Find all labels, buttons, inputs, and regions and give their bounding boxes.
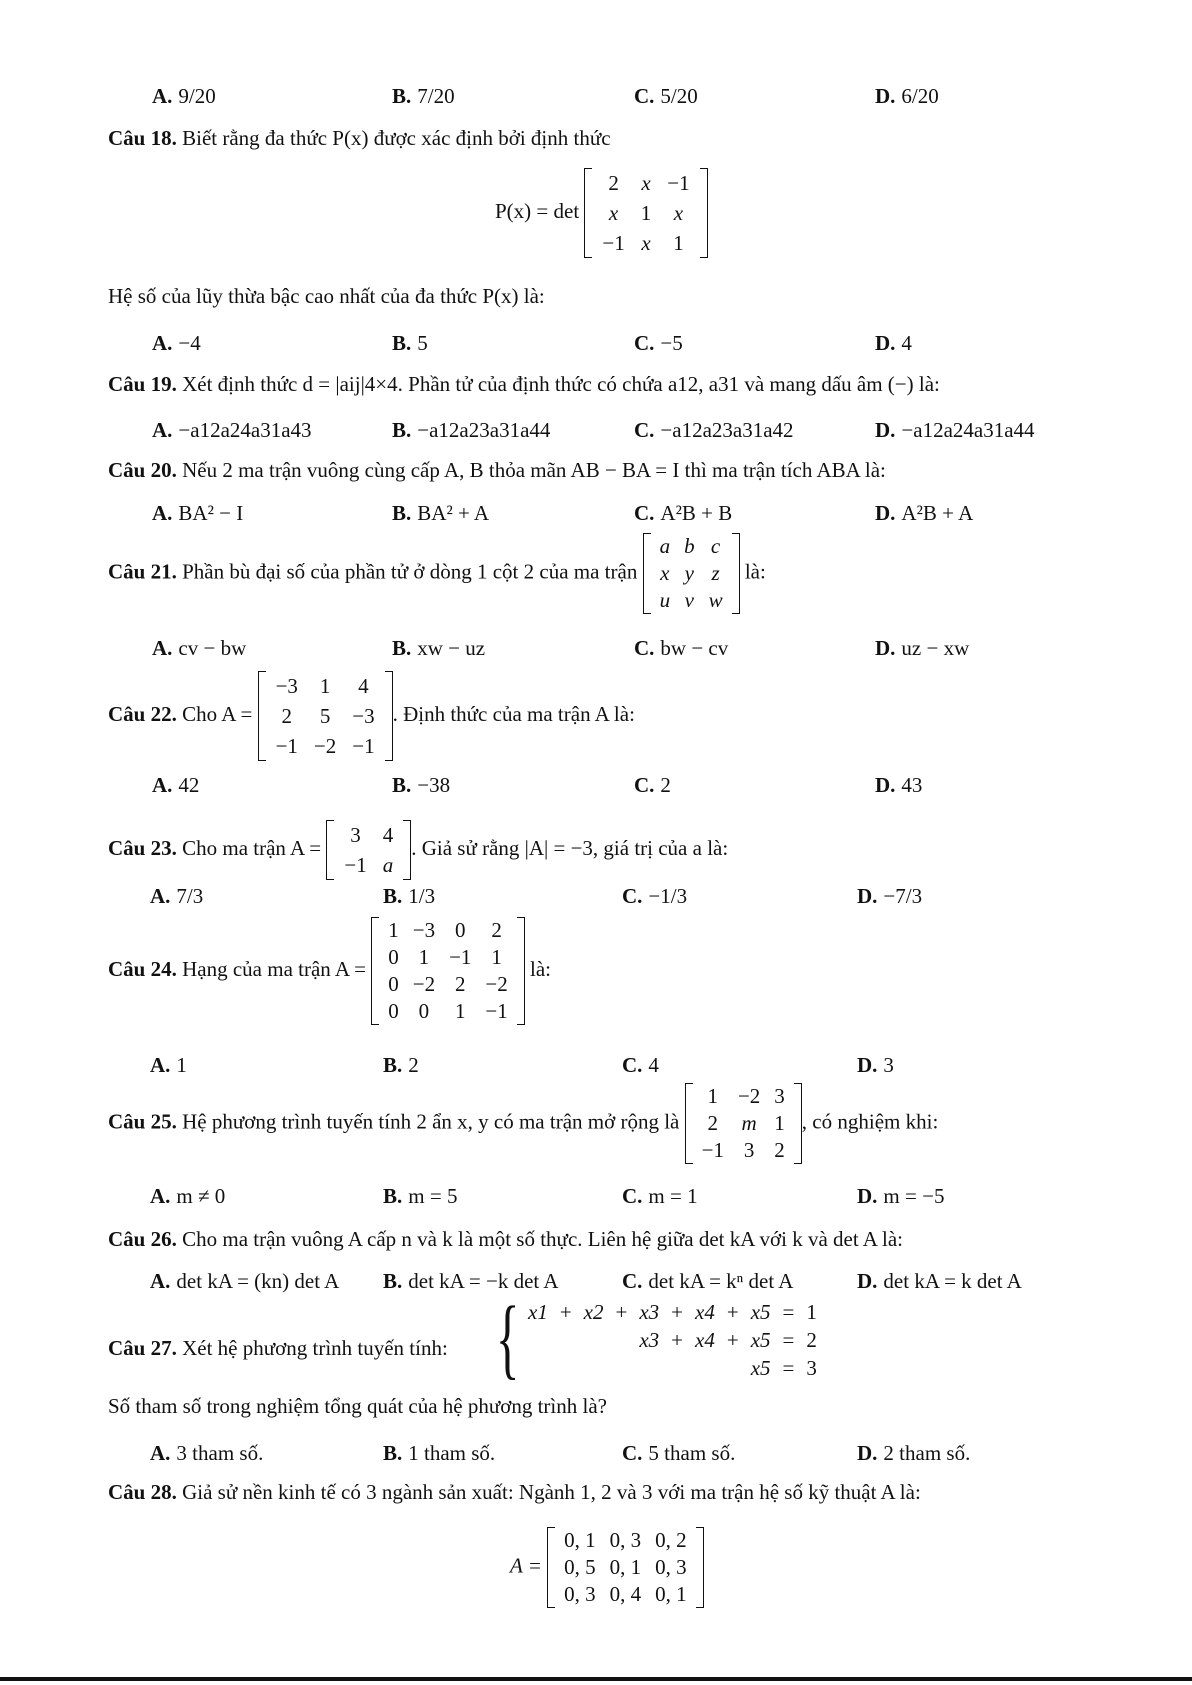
matrix-cell: c [710, 534, 721, 558]
matrix-cell [578, 1326, 610, 1354]
q22-stem: Câu 22. Cho A = −3 1 4 2 5 −3 −1 −2 −1 . Định thức của ma trận A là: [108, 671, 635, 761]
matrix-cell: b [684, 534, 695, 558]
matrix-cell [554, 1326, 578, 1354]
matrix-cell: 1 [673, 231, 684, 255]
matrix-cell [689, 1354, 721, 1382]
matrix-cell: 1 [640, 201, 652, 225]
q27-option-a: A. 3 tham số. [150, 1441, 264, 1465]
q19-stem: Câu 19. Xét định thức d = |aij|4×4. Phần tử của định thức có chứa a12, a31 và mang dấu âm (−) là: [108, 372, 940, 396]
matrix-row [557, 1581, 694, 1608]
matrix-cell: + [726, 1328, 739, 1352]
matrix-row [557, 1554, 694, 1581]
q22-option-a: A. 42 [152, 773, 200, 797]
matrix-cell: x5 [750, 1300, 771, 1324]
matrix-cell [522, 1326, 554, 1354]
q22-option-d: D. 43 [875, 773, 923, 797]
q24-matrix [371, 917, 525, 1025]
matrix-cell: −1 [485, 999, 508, 1023]
q25-option-c: C. m = 1 [622, 1184, 698, 1208]
matrix-cell: −1 [701, 1138, 724, 1162]
q26-option-b: B. det kA = −k det A [383, 1269, 559, 1293]
q25-stem: Câu 25. Hệ phương trình tuyến tính 2 ẩn x, y có ma trận mở rộng là 1 −2 3 2 m 1 −1 3 2 , có nghiệm khi: [108, 1084, 939, 1162]
q27-system: { x1 + x2 + x3 + x4 + x5 = 1 x3 + x4 + x5 = 2 x5 = 3 [510, 1298, 823, 1382]
matrix-cell: −2 [485, 972, 508, 996]
matrix-cell: + [726, 1300, 739, 1324]
matrix-cell: 3 [350, 823, 361, 847]
q17-option-b: B. 7/20 [392, 84, 455, 108]
matrix-cell: 4 [382, 823, 394, 847]
matrix-cell: x2 [583, 1300, 604, 1324]
matrix-cell [665, 1354, 689, 1382]
q23-option-d: D. −7/3 [857, 884, 923, 908]
q26-stem: Câu 26. Cho ma trận vuông A cấp n và k là một số thực. Liên hệ giữa det kA với k và det A là: [108, 1227, 904, 1251]
q21-matrix [643, 533, 740, 614]
matrix-row [653, 560, 730, 587]
q27-stem: Câu 27. Xét hệ phương trình tuyến tính: [108, 1336, 448, 1360]
q21-stem: Câu 21. Phần bù đại số của phần tử ở dòng 1 cột 2 của ma trận a b c x y z u v w là: [108, 534, 766, 612]
matrix-cell: 0, 2 [655, 1528, 687, 1552]
matrix-cell: x1 [528, 1300, 548, 1324]
matrix-row [557, 1527, 694, 1554]
q22-option-b: B. −38 [392, 773, 451, 797]
matrix-cell: −1 [344, 853, 367, 877]
matrix-cell: + [671, 1300, 684, 1324]
matrix-cell: 2 [806, 1328, 817, 1352]
q23-option-c: C. −1/3 [622, 884, 688, 908]
matrix-cell [554, 1354, 578, 1382]
matrix-row [268, 701, 383, 731]
q21-option-c: C. bw − cv [634, 636, 729, 660]
q18-stem: Câu 18. Biết rằng đa thức P(x) được xác định bởi định thức [108, 126, 611, 150]
matrix-row [695, 1137, 792, 1164]
matrix-cell: −3 [352, 704, 375, 728]
matrix-cell: 1 [491, 945, 502, 969]
matrix-row [381, 971, 515, 998]
matrix-cell: + [671, 1328, 684, 1352]
matrix-cell: + [559, 1300, 572, 1324]
q21-option-b: B. xw − uz [392, 636, 486, 660]
matrix-cell: x [673, 201, 684, 225]
matrix-row [336, 820, 401, 850]
matrix-cell: x3 [639, 1300, 660, 1324]
page-bottom-rule [0, 1677, 1192, 1681]
matrix-cell: 2 [455, 972, 466, 996]
matrix-cell: 0, 3 [609, 1528, 642, 1552]
matrix-cell: x [608, 201, 619, 225]
matrix-cell: 0, 1 [655, 1582, 687, 1606]
matrix-cell: 0, 3 [655, 1555, 687, 1579]
matrix-row [522, 1354, 823, 1382]
q21-option-d: D. uz − xw [875, 636, 970, 660]
q28-formula: A = 0, 1 0, 3 0, 2 0, 5 0, 1 0, 3 0, 3 0, 4 0, 1 [510, 1527, 704, 1608]
q26-option-a: A. det kA = (kn) det A [150, 1269, 340, 1293]
matrix-cell: 1 [707, 1084, 719, 1108]
matrix-cell: + [615, 1300, 628, 1324]
q27-question: Số tham số trong nghiệm tổng quát của hệ phương trình là? [108, 1394, 607, 1418]
matrix-cell [610, 1354, 634, 1382]
q20-option-a: A. BA² − I [152, 501, 244, 525]
q18-matrix [584, 168, 707, 258]
matrix-cell: x3 [639, 1328, 660, 1352]
matrix-cell: −2 [313, 734, 337, 758]
q26-option-d: D. det kA = k det A [857, 1269, 1022, 1293]
matrix-cell [633, 1354, 665, 1382]
q18-question: Hệ số của lũy thừa bậc cao nhất của đa thức P(x) là: [108, 284, 545, 308]
matrix-cell [578, 1354, 610, 1382]
matrix-cell: −2 [737, 1084, 761, 1108]
matrix-cell: x5 [750, 1356, 771, 1380]
matrix-cell: 1 [774, 1111, 785, 1135]
matrix-cell: a [382, 853, 394, 877]
matrix-row [381, 944, 515, 971]
q23-option-b: B. 1/3 [383, 884, 436, 908]
matrix-row [594, 168, 697, 198]
matrix-cell: −1 [352, 734, 375, 758]
matrix-cell: u [659, 588, 671, 612]
q20-option-b: B. BA² + A [392, 501, 490, 525]
q24-option-b: B. 2 [383, 1053, 419, 1077]
matrix-cell: −1 [602, 231, 625, 255]
matrix-cell: 1 [806, 1300, 817, 1324]
matrix-row [594, 228, 697, 258]
q19-option-b: B. −a12a23a31a44 [392, 418, 551, 442]
matrix-cell: −3 [412, 918, 436, 942]
q25-option-d: D. m = −5 [857, 1184, 945, 1208]
matrix-cell: w [708, 588, 723, 612]
matrix-cell: 0 [388, 945, 399, 969]
matrix-row [268, 671, 383, 701]
q24-stem: Câu 24. Hạng của ma trận A = 1 −3 0 2 0 1 −1 1 0 −2 2 −2 0 0 1 −1 là: [108, 918, 552, 1023]
matrix-cell: 3 [743, 1138, 755, 1162]
q18-option-c: C. −5 [634, 331, 683, 355]
matrix-cell: −2 [412, 972, 436, 996]
q19-option-d: D. −a12a24a31a44 [875, 418, 1035, 442]
matrix-cell: = [782, 1328, 795, 1352]
matrix-cell: 2 [774, 1138, 785, 1162]
matrix-cell: x5 [750, 1328, 771, 1352]
matrix-cell: 1 [455, 999, 466, 1023]
matrix-row [653, 533, 730, 560]
matrix-cell [522, 1354, 554, 1382]
matrix-row [381, 998, 515, 1025]
matrix-row [268, 731, 383, 761]
matrix-row [381, 917, 515, 944]
q24-option-a: A. 1 [150, 1053, 187, 1077]
q19-option-c: C. −a12a23a31a42 [634, 418, 794, 442]
q17-option-a: A. 9/20 [152, 84, 216, 108]
matrix-row [695, 1083, 792, 1110]
q18-option-a: A. −4 [152, 331, 201, 355]
matrix-row [594, 198, 697, 228]
matrix-cell: x [641, 231, 651, 255]
matrix-cell: 2 [281, 704, 292, 728]
matrix-cell: 0 [388, 972, 399, 996]
matrix-cell: −1 [667, 171, 690, 195]
q20-option-c: C. A²B + B [634, 501, 733, 525]
matrix-cell [610, 1326, 634, 1354]
q24-option-c: C. 4 [622, 1053, 659, 1077]
matrix-cell: m [741, 1111, 757, 1135]
matrix-row [653, 587, 730, 614]
matrix-cell: 1 [418, 945, 430, 969]
q24-option-d: D. 3 [857, 1053, 894, 1077]
q28-stem: Câu 28. Giả sử nền kinh tế có 3 ngành sản xuất: Ngành 1, 2 và 3 với ma trận hệ số kỹ thuật A là: [108, 1480, 921, 1504]
matrix-cell: 2 [608, 171, 619, 195]
matrix-cell: 1 [319, 674, 331, 698]
q28-matrix [547, 1527, 704, 1608]
q17-option-d: D. 6/20 [875, 84, 939, 108]
matrix-cell: v [684, 588, 694, 612]
matrix-cell: 0, 3 [564, 1582, 596, 1606]
matrix-cell: −1 [449, 945, 472, 969]
matrix-row [522, 1298, 823, 1326]
matrix-cell: 2 [707, 1111, 719, 1135]
matrix-cell: −3 [275, 674, 298, 698]
matrix-cell: −1 [275, 734, 298, 758]
q22-option-c: C. 2 [634, 773, 671, 797]
matrix-cell: 3 [806, 1356, 817, 1380]
q17-option-c: C. 5/20 [634, 84, 698, 108]
matrix-cell: 0, 5 [564, 1555, 596, 1579]
q25-option-b: B. m = 5 [383, 1184, 458, 1208]
q18-option-b: B. 5 [392, 331, 428, 355]
q23-matrix [326, 820, 411, 880]
matrix-cell: 1 [388, 918, 399, 942]
q23-stem: Câu 23. Cho ma trận A = 3 4 −1 a . Giả sử rằng |A| = −3, giá trị của a là: [108, 820, 728, 880]
matrix-cell: 0, 4 [609, 1582, 642, 1606]
matrix-cell: y [684, 561, 694, 585]
q18-option-d: D. 4 [875, 331, 912, 355]
q27-option-b: B. 1 tham số. [383, 1441, 496, 1465]
matrix-row [522, 1326, 823, 1354]
matrix-cell: x [660, 561, 670, 585]
q27-option-d: D. 2 tham số. [857, 1441, 971, 1465]
matrix-cell: z [711, 561, 720, 585]
matrix-cell: 0, 1 [564, 1528, 596, 1552]
q19-option-a: A. −a12a24a31a43 [152, 418, 312, 442]
matrix-cell: x [641, 171, 651, 195]
matrix-cell: a [659, 534, 671, 558]
q27-option-c: C. 5 tham số. [622, 1441, 736, 1465]
matrix-cell: 0 [455, 918, 466, 942]
matrix-cell: 5 [319, 704, 331, 728]
matrix-cell: x4 [695, 1300, 715, 1324]
matrix-row [695, 1110, 792, 1137]
matrix-cell: = [782, 1300, 795, 1324]
q26-option-c: C. det kA = kⁿ det A [622, 1269, 794, 1293]
q20-stem: Câu 20. Nếu 2 ma trận vuông cùng cấp A, B thỏa mãn AB − BA = I thì ma trận tích ABA là: [108, 458, 886, 482]
matrix-cell [721, 1354, 745, 1382]
matrix-cell: 3 [774, 1084, 785, 1108]
q25-matrix [685, 1083, 802, 1164]
q25-option-a: A. m ≠ 0 [150, 1184, 226, 1208]
q22-matrix [258, 671, 393, 761]
matrix-cell: 0 [418, 999, 430, 1023]
matrix-cell: = [782, 1356, 795, 1380]
matrix-cell: 4 [358, 674, 369, 698]
matrix-cell: x4 [695, 1328, 715, 1352]
q18-formula: P(x) = det 2 x −1 x 1 x −1 x 1 [495, 168, 708, 258]
matrix-cell: 0 [388, 999, 399, 1023]
matrix-cell: 0, 1 [609, 1555, 642, 1579]
matrix-cell: 2 [491, 918, 502, 942]
q20-option-d: D. A²B + A [875, 501, 974, 525]
q21-option-a: A. cv − bw [152, 636, 247, 660]
q23-option-a: A. 7/3 [150, 884, 204, 908]
matrix-row [336, 850, 401, 880]
